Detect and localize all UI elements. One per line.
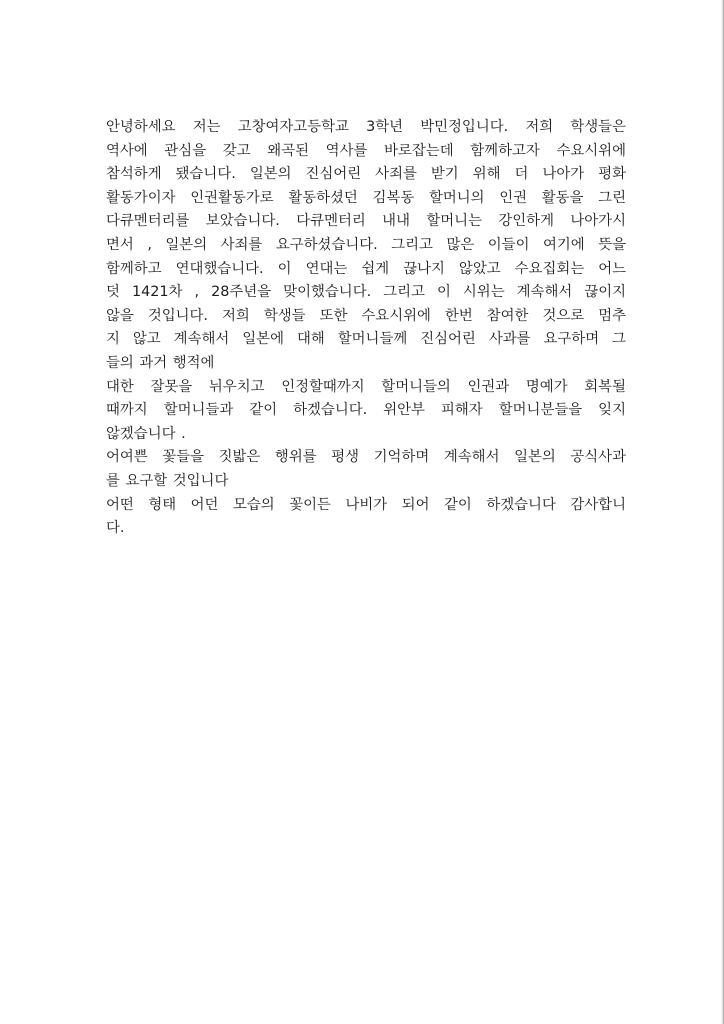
text-line: 다. xyxy=(106,520,125,537)
text-line: 덧 1421차 , 28주년을 맞이했습니다. 그리고 이 시위는 계속해서 끊이지 xyxy=(106,284,626,301)
text-line: 때까지 할머니들과 같이 하겠습니다. 위안부 피해자 할머니분들을 잊지 xyxy=(106,402,626,419)
text-line: 함께하고 연대했습니다. 이 연대는 쉽게 끊나지 않았고 수요집회는 어느 xyxy=(106,260,626,277)
text-line: 어떤 형태 어던 모습의 꽃이든 나비가 되어 같이 하겠습니다 감사합니 xyxy=(106,496,626,513)
text-line: 대한 잘못을 뉘우치고 인정할때까지 할머니들의 인권과 명예가 회복될 xyxy=(106,378,626,395)
text-line: 를 요구할 것입니다 xyxy=(106,472,229,489)
text-line: 않을 것입니다. 저희 학생들 또한 수요시위에 한번 참여한 것으로 멈추 xyxy=(106,307,626,324)
text-line: 어여쁜 꽃들을 짓밟은 행위를 평생 기억하며 계속해서 일본의 공식사과 xyxy=(106,449,626,466)
text-line: 않겠습니다 . xyxy=(106,425,186,442)
letter-body xyxy=(106,116,626,541)
text-line: 면서 , 일본의 사죄를 요구하셨습니다. 그리고 많은 이들이 여기에 뜻을 xyxy=(106,236,626,253)
text-line: 역사에 관심을 갖고 왜곡된 역사를 바로잡는데 함께하고자 수요시위에 xyxy=(106,142,626,159)
text-line: 들의 과거 행적에 xyxy=(106,354,215,371)
text-line: 지 않고 계속해서 일본에 대해 할머니들께 진심어린 사과를 요구하며 그 xyxy=(106,331,626,348)
text-line: 활동가이자 인권활동가로 활동하셨던 김복동 할머니의 인권 활동을 그린 xyxy=(106,189,626,206)
text-line: 안녕하세요 저는 고창여자고등학교 3학년 박민정입니다. 저희 학생들은 xyxy=(106,119,626,135)
text-line: 참석하게 됐습니다. 일본의 진심어린 사죄를 받기 위해 더 나아가 평화 xyxy=(106,166,626,183)
text-line: 다큐멘터리를 보았습니다. 다큐멘터리 내내 할머니는 강인하게 나아가시 xyxy=(106,213,626,230)
